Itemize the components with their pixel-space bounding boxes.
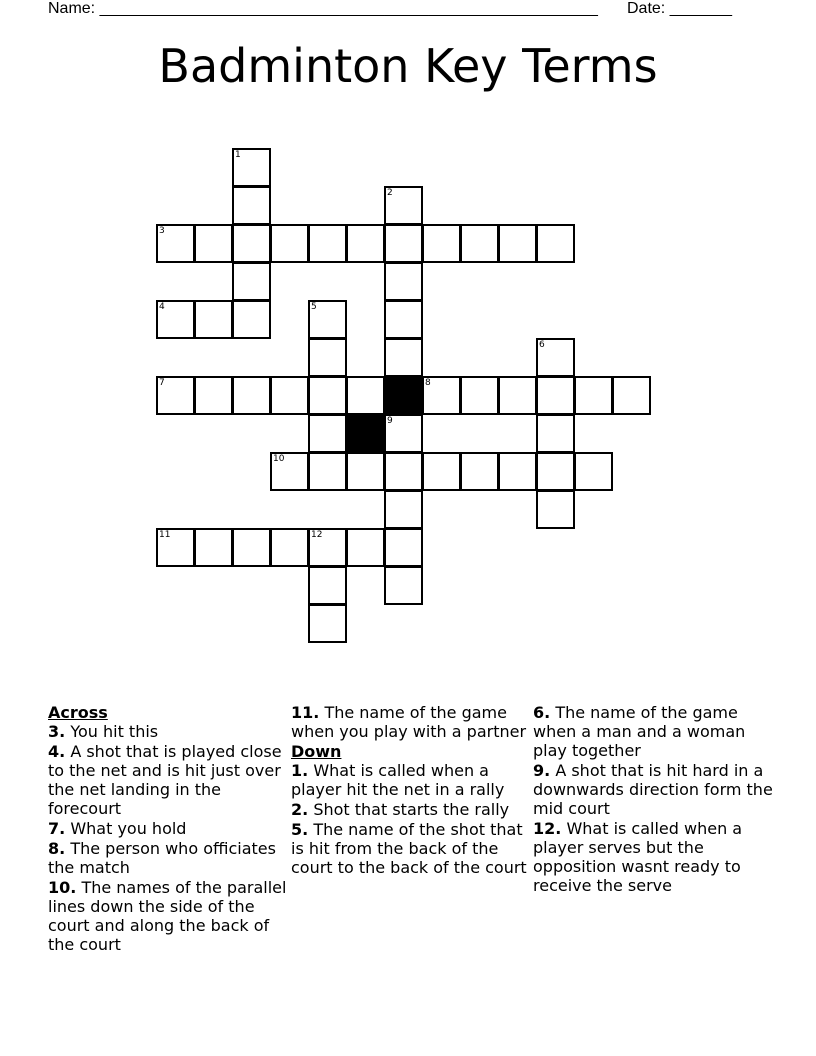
clue-number: 3.	[48, 722, 66, 741]
crossword-cell[interactable]	[270, 528, 309, 567]
crossword-cell[interactable]	[346, 452, 385, 491]
crossword-cell[interactable]	[384, 338, 423, 377]
clue-across-4	[48, 742, 288, 818]
date-field[interactable]: Date: _______	[627, 0, 732, 17]
clue-text: A shot that is played close to the net and is hit just over the net landing in the forecourt	[48, 742, 282, 818]
crossword-cell[interactable]	[194, 528, 233, 567]
crossword-cell[interactable]	[574, 376, 613, 415]
crossword-cell[interactable]	[536, 452, 575, 491]
crossword-cell[interactable]	[536, 490, 575, 529]
clue-number: 5.	[291, 820, 309, 839]
clue-number: 9.	[533, 761, 551, 780]
clue-text: What you hold	[70, 819, 187, 838]
crossword-cell[interactable]	[308, 224, 347, 263]
crossword-cell[interactable]	[460, 224, 499, 263]
crossword-cell[interactable]	[156, 528, 195, 567]
crossword-cell[interactable]	[384, 452, 423, 491]
name-field[interactable]: Name: ________________________________________________________	[48, 0, 598, 17]
clue-number-label: 5	[311, 302, 317, 312]
crossword-cell[interactable]	[232, 376, 271, 415]
crossword-cell[interactable]	[384, 528, 423, 567]
clue-column-1	[48, 703, 288, 955]
crossword-cell[interactable]	[270, 376, 309, 415]
clue-down-5	[291, 820, 531, 877]
crossword-cell[interactable]	[194, 300, 233, 339]
down-heading: Down	[291, 742, 342, 761]
clue-text: The names of the parallel lines down the side of the court and along the back of the court	[48, 878, 287, 954]
crossword-cell[interactable]	[308, 338, 347, 377]
clue-number: 4.	[48, 742, 66, 761]
crossword-cell[interactable]	[232, 528, 271, 567]
crossword-cell[interactable]	[156, 376, 195, 415]
crossword-cell[interactable]	[308, 452, 347, 491]
crossword-cell[interactable]	[498, 376, 537, 415]
crossword-cell[interactable]	[270, 224, 309, 263]
crossword-cell[interactable]	[384, 566, 423, 605]
clue-down-12	[533, 819, 773, 895]
crossword-cell[interactable]	[270, 452, 309, 491]
crossword-cell[interactable]	[384, 414, 423, 453]
clue-number-label: 6	[539, 340, 545, 350]
clue-number-label: 7	[159, 378, 165, 388]
crossword-cell[interactable]	[460, 376, 499, 415]
clue-number-label: 2	[387, 188, 393, 198]
clue-number-label: 11	[159, 530, 171, 540]
clue-down-2	[291, 800, 531, 819]
clue-text: You hit this	[70, 722, 159, 741]
crossword-cell[interactable]	[384, 300, 423, 339]
crossword-cell[interactable]	[346, 528, 385, 567]
clue-text: A shot that is hit hard in a downwards direction form the mid court	[533, 761, 773, 818]
clue-number-label: 4	[159, 302, 165, 312]
crossword-cell[interactable]	[308, 376, 347, 415]
clue-number: 1.	[291, 761, 309, 780]
clue-number: 12.	[533, 819, 562, 838]
clue-number-label: 12	[311, 530, 323, 540]
clue-text: Shot that starts the rally	[313, 800, 510, 819]
clue-number-label: 8	[425, 378, 431, 388]
crossword-cell[interactable]	[232, 224, 271, 263]
clue-number-label: 10	[273, 454, 285, 464]
clue-down-6	[533, 703, 773, 760]
clue-text: The name of the shot that is hit from the back of the court to the back of the court	[291, 820, 527, 877]
crossword-cell[interactable]	[308, 604, 347, 643]
crossword-cell[interactable]	[422, 224, 461, 263]
crossword-cell[interactable]	[422, 376, 461, 415]
crossword-cell[interactable]	[232, 148, 271, 187]
crossword-cell[interactable]	[384, 490, 423, 529]
crossword-cell[interactable]	[194, 376, 233, 415]
clue-number: 6.	[533, 703, 551, 722]
crossword-cell[interactable]	[498, 224, 537, 263]
clue-number: 8.	[48, 839, 66, 858]
crossword-cell[interactable]	[232, 186, 271, 225]
crossword-cell[interactable]	[536, 338, 575, 377]
clue-text: What is called when a player hit the net in a rally	[291, 761, 505, 799]
clue-text: The person who officiates the match	[48, 839, 276, 877]
crossword-cell[interactable]	[308, 566, 347, 605]
crossword-cell[interactable]	[536, 376, 575, 415]
crossword-cell[interactable]	[156, 224, 195, 263]
clue-down-1	[291, 761, 531, 799]
clue-number: 10.	[48, 878, 77, 897]
clue-down-9	[533, 761, 773, 818]
crossword-cell[interactable]	[536, 224, 575, 263]
crossword-cell[interactable]	[308, 528, 347, 567]
crossword-cell[interactable]	[232, 300, 271, 339]
crossword-cell[interactable]	[346, 376, 385, 415]
clue-number-label: 1	[235, 150, 241, 160]
clue-number: 7.	[48, 819, 66, 838]
clue-text: The name of the game when you play with a partner	[291, 703, 527, 741]
clue-number-label: 3	[159, 226, 165, 236]
across-heading: Across	[48, 703, 108, 722]
crossword-cell[interactable]	[460, 452, 499, 491]
clue-across-11	[291, 703, 531, 741]
crossword-cell[interactable]	[498, 452, 537, 491]
clue-across-3	[48, 722, 288, 741]
clue-across-7	[48, 819, 288, 838]
clue-number-label: 9	[387, 416, 393, 426]
crossword-cell[interactable]	[422, 452, 461, 491]
clue-text: The name of the game when a man and a woman play together	[533, 703, 746, 760]
crossword-cell[interactable]	[384, 224, 423, 263]
clue-across-8	[48, 839, 288, 877]
page-title: Badminton Key Terms	[158, 39, 658, 93]
crossword-cell[interactable]	[612, 376, 651, 415]
crossword-cell[interactable]	[574, 452, 613, 491]
clue-column-2	[291, 703, 531, 878]
crossword-cell[interactable]	[346, 224, 385, 263]
crossword-cell[interactable]	[232, 262, 271, 301]
clue-column-3	[533, 703, 773, 896]
crossword-cell[interactable]	[536, 414, 575, 453]
crossword-cell[interactable]	[384, 186, 423, 225]
crossword-cell[interactable]	[194, 224, 233, 263]
blocked-cell	[384, 376, 423, 415]
clue-text: What is called when a player serves but the opposition wasnt ready to receive the serve	[533, 819, 743, 895]
clue-number: 2.	[291, 800, 309, 819]
blocked-cell	[346, 414, 385, 453]
crossword-cell[interactable]	[308, 414, 347, 453]
crossword-cell[interactable]	[156, 300, 195, 339]
clue-across-10	[48, 878, 288, 954]
crossword-cell[interactable]	[308, 300, 347, 339]
clue-number: 11.	[291, 703, 320, 722]
crossword-cell[interactable]	[384, 262, 423, 301]
